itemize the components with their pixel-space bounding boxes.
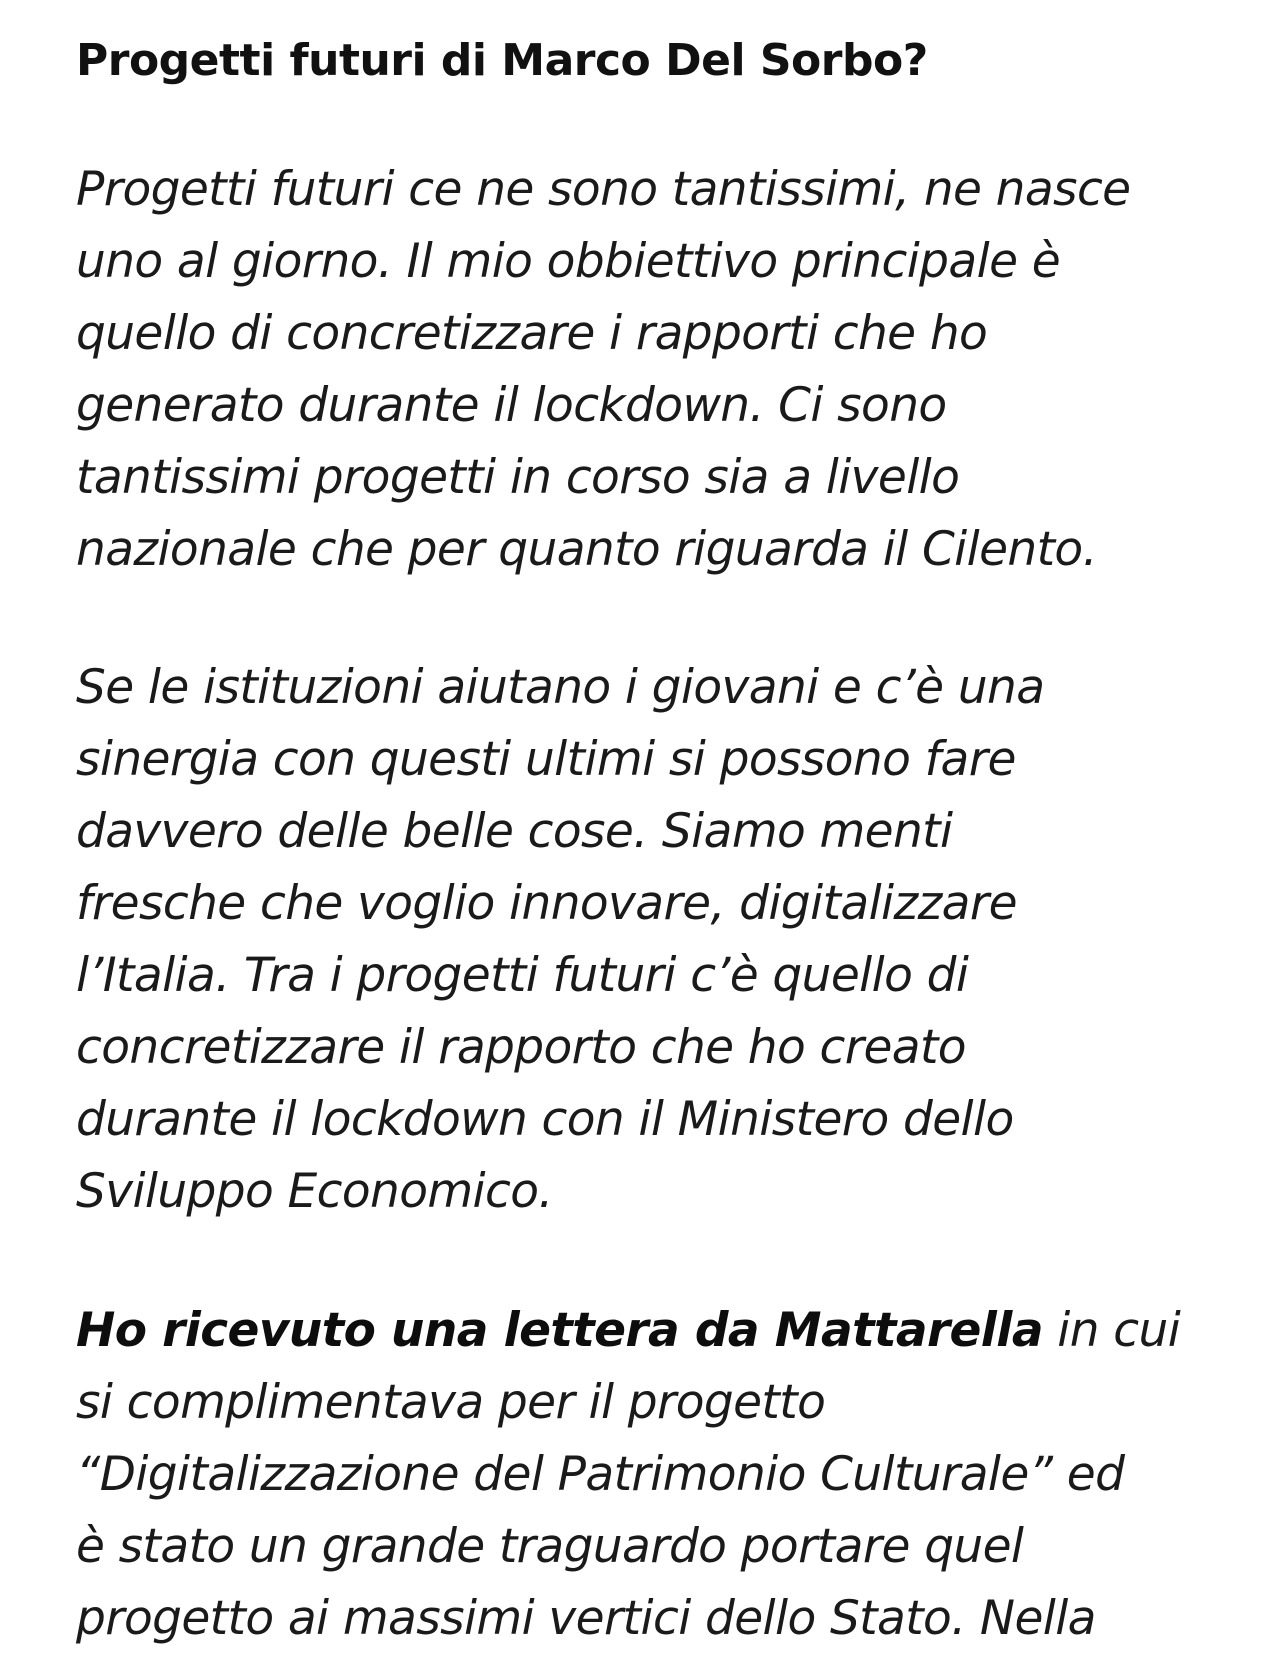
paragraph-line: uno al giorno. Il mio obbiettivo principale è xyxy=(76,234,1061,289)
bold-lead-text: Ho ricevuto una lettera da Mattarella xyxy=(76,1303,1043,1358)
paragraph-line: fresche che voglio innovare, digitalizzare xyxy=(76,876,1017,931)
paragraph-line: durante il lockdown con il Ministero dello xyxy=(76,1092,1014,1147)
paragraph-line: Se le istituzioni aiutano i giovani e c’è una xyxy=(76,660,1045,715)
paragraph-line: quello di concretizzare i rapporti che ho xyxy=(76,306,988,361)
article-body xyxy=(76,0,1226,1646)
paragraph-line: concretizzare il rapporto che ho creato xyxy=(76,1020,966,1075)
paragraph-line: è stato un grande traguardo portare quel xyxy=(76,1519,1024,1574)
paragraph-line: davvero delle belle cose. Siamo menti xyxy=(76,804,953,859)
paragraph-line: generato durante il lockdown. Ci sono xyxy=(76,378,947,433)
paragraph-line: Progetti futuri ce ne sono tantissimi, ne nasce xyxy=(76,162,1131,217)
paragraph-line: progetto ai massimi vertici dello Stato. Nella xyxy=(76,1591,1096,1646)
section-heading: Progetti futuri di Marco Del Sorbo? xyxy=(76,35,928,86)
paragraph-line: si complimentava per il progetto xyxy=(76,1375,826,1430)
paragraph-line: tantissimi progetti in corso sia a livello xyxy=(76,450,960,505)
paragraph-line: Sviluppo Economico. xyxy=(76,1164,553,1219)
paragraph-3 xyxy=(76,1295,1180,1655)
paragraph-lead-line xyxy=(76,1295,1180,1367)
lead-rest-text: in cui xyxy=(1042,1303,1181,1358)
paragraph-1 xyxy=(76,154,1131,586)
paragraph-line: nazionale che per quanto riguarda il Cilento. xyxy=(76,522,1097,577)
paragraph-2 xyxy=(76,652,1044,1228)
paragraph-line: “Digitalizzazione del Patrimonio Culturale” ed xyxy=(76,1447,1125,1502)
paragraph-line: sinergia con questi ultimi si possono fare xyxy=(76,732,1016,787)
paragraph-line: l’Italia. Tra i progetti futuri c’è quello di xyxy=(76,948,969,1003)
